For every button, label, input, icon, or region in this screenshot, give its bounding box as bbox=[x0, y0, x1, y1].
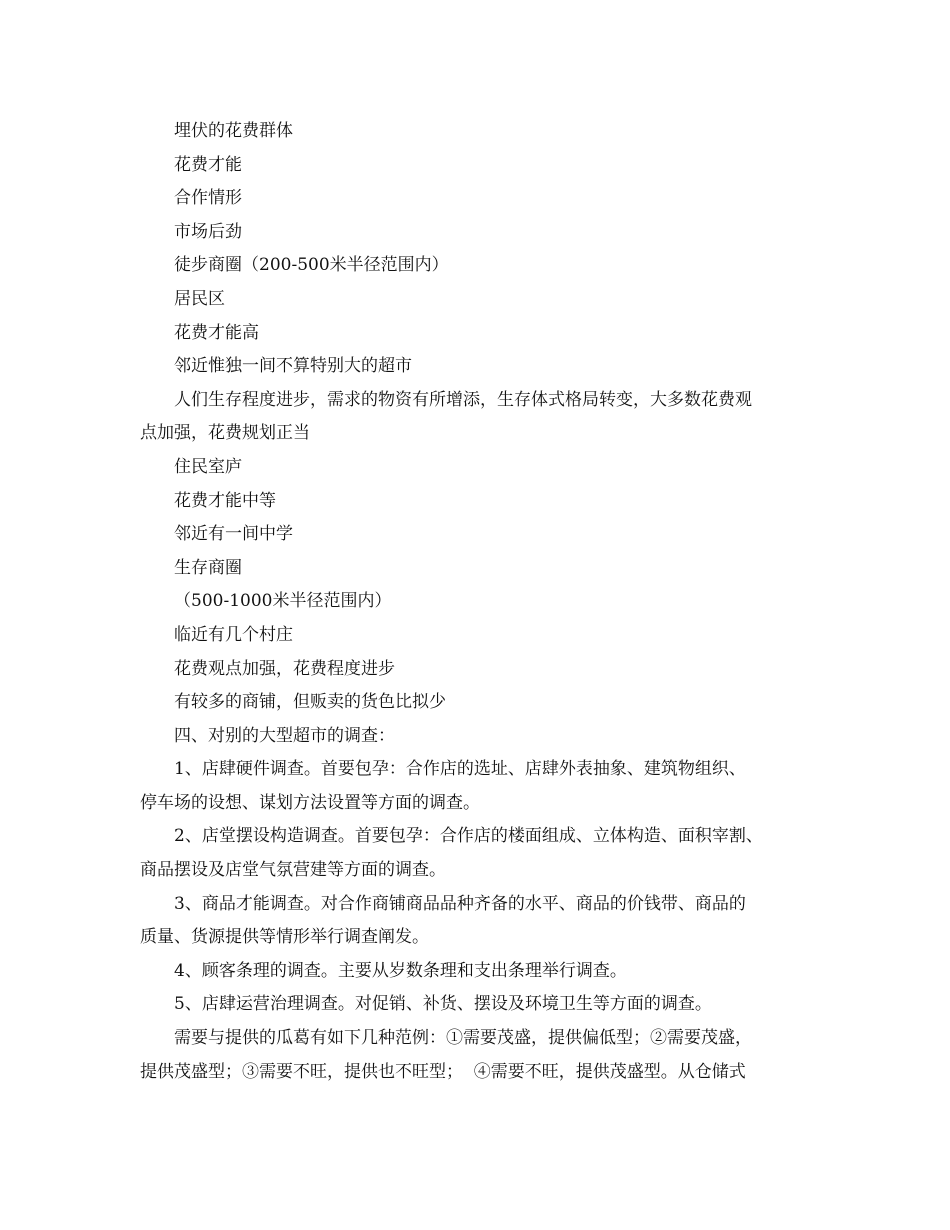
paragraph-line: 需要与提供的瓜葛有如下几种范例：①需要茂盛，提供偏低型；②需要茂盛， bbox=[174, 1028, 752, 1049]
text-line: 有较多的商铺，但贩卖的货色比拟少 bbox=[174, 692, 446, 713]
text-line: 邻近有一间中学 bbox=[174, 524, 293, 545]
list-item-line: 停车场的设想、谋划方法设置等方面的调查。 bbox=[140, 792, 480, 813]
text-line: 居民区 bbox=[174, 288, 225, 309]
text-line: 住民室庐 bbox=[174, 456, 242, 477]
document-body bbox=[140, 115, 840, 1089]
paragraph-line: 提供茂盛型；③需要不旺，提供也不旺型； ④需要不旺，提供茂盛型。从仓储式 bbox=[140, 1061, 746, 1082]
text-line: 花费才能 bbox=[174, 154, 242, 175]
list-item-line: 3、商品才能调查。对合作商铺商品品种齐备的水平、商品的价钱带、商品的 bbox=[174, 893, 746, 914]
text-line: 市场后劲 bbox=[174, 221, 242, 242]
paragraph-line: 人们生存程度进步，需求的物资有所增添，生存体式格局转变，大多数花费观 bbox=[174, 389, 752, 410]
list-item bbox=[140, 820, 840, 887]
text-line: 邻近惟独一间不算特别大的超市 bbox=[174, 356, 412, 377]
list-item bbox=[140, 888, 840, 955]
text-line: 徒步商圈（200-500米半径范围内） bbox=[174, 255, 449, 276]
list-item-line: 商品摆设及店堂气氛营建等方面的调查。 bbox=[140, 860, 446, 881]
paragraph bbox=[140, 384, 840, 451]
text-line: 埋伏的花费群体 bbox=[174, 121, 293, 141]
list-item-line: 2、店堂摆设构造调查。首要包孕：合作店的楼面组成、立体构造、面积宰割、 bbox=[174, 826, 763, 847]
paragraph-line: 点加强，花费规划正当 bbox=[140, 423, 310, 444]
list-item bbox=[140, 753, 840, 820]
text-line: 花费才能中等 bbox=[174, 490, 276, 511]
text-line: 花费观点加强，花费程度进步 bbox=[174, 658, 395, 679]
text-line: （500-1000米半径范围内） bbox=[174, 591, 392, 612]
list-item: 4、顾客条理的调查。主要从岁数条理和支出条理举行调查。 bbox=[174, 960, 627, 981]
section-heading: 四、对别的大型超市的调查： bbox=[174, 725, 395, 746]
text-line: 花费才能高 bbox=[174, 322, 259, 343]
paragraph bbox=[140, 1022, 840, 1089]
text-line: 临近有几个村庄 bbox=[174, 624, 293, 645]
list-item: 5、店肆运营治理调查。对促销、补货、摆设及环境卫生等方面的调查。 bbox=[174, 994, 712, 1015]
list-item-line: 1、店肆硬件调查。首要包孕：合作店的选址、店肆外表抽象、建筑物组织、 bbox=[174, 759, 746, 780]
list-item-line: 质量、货源提供等情形举行调查阐发。 bbox=[140, 927, 429, 948]
text-line: 生存商圈 bbox=[174, 557, 242, 578]
text-line: 合作情形 bbox=[174, 188, 242, 209]
